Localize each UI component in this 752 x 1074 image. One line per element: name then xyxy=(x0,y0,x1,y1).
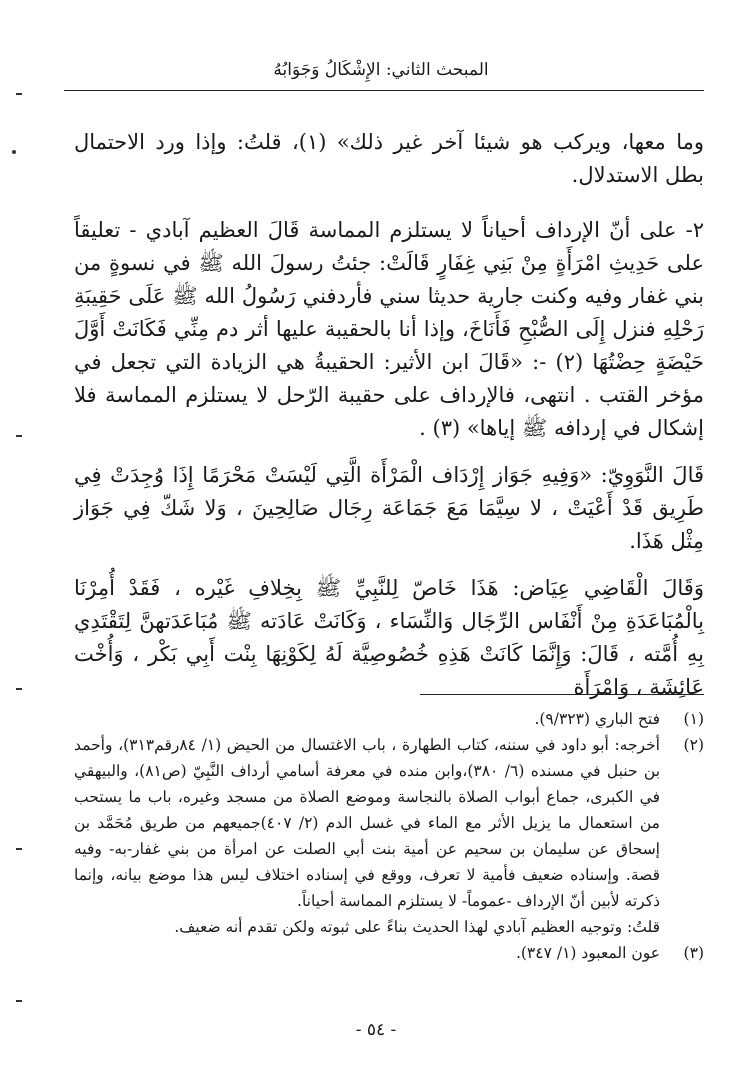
footnotes xyxy=(74,706,704,966)
page-number: - ٥٤ - xyxy=(355,1020,397,1040)
main-text xyxy=(74,126,704,718)
paragraph-3: قَالَ النَّوَوِيّ: «وَفِيهِ جَوَاز إِرْدَاف الْمَرْأَة الَّتِي لَيْسَتْ مَحْرَمًا إِذَا وُجِدَتْ فِي طَرِيق قَدْ أَعْيَتْ ، لا سِيَّمَا مَعَ جَمَاعَة رِجَال صَالِحِينَ ، وَلا شَكّ فِي جَوَاز مِثْل هَذَا. xyxy=(74,463,704,553)
footnote-number: (٣) xyxy=(683,944,704,962)
footnote-3 xyxy=(74,940,704,966)
footnote-1 xyxy=(74,706,704,732)
margin-mark xyxy=(16,848,22,850)
margin-mark xyxy=(16,688,22,690)
margin-mark xyxy=(16,435,22,437)
footnote-text: أخرجه: أبو داود في سننه، كتاب الطهارة ، باب الاغتسال من الحيض (١/ ٨٤رقم٣١٣)، وأحمد بن حنبل في مسنده (٦/ ٣٨٠)،وابن منده في معرفة أسامي أرداف النَّبِيّ (ص٨١)، والبيهقي في الكبرى، جماع أبواب الصلاة بالنجاسة وموضع الصلاة من مسجد وغيره، باب ما يستحب من استعمال ما يزيل الأثر مع الماء في غسل الدم (٢/ ٤٠٧)جميعهم من طريق مُحَمَّد بن إسحاق عن سليمان بن سحيم عن أمية بنت أبي الصلت عن امرأة من بني غفار-به- وفيه قصة. وإسناده ضعيف فأمية لا تعرف، ووقع في إسناده اختلاف ليس هذا موضع بيانه، وإنما ذكرته لأبين أنّ الإرداف -عموماً- لا يستلزم المماسة أحياناً. xyxy=(74,736,661,910)
page-header-title: المبحث الثاني: الإِشْكَالُ وَجَوَابُهُ xyxy=(273,60,489,80)
margin-mark xyxy=(16,1000,22,1002)
margin-mark xyxy=(12,150,16,154)
margin-mark xyxy=(16,93,22,95)
footnote-divider xyxy=(420,694,704,695)
footnote-text: عون المعبود (١/ ٣٤٧). xyxy=(515,944,660,962)
footnote-2-comment xyxy=(74,914,704,940)
paragraph-1: وما معها، ويركب هو شيئا آخر غير ذلك» (١)، قلتُ: وإذا ورد الاحتمال بطل الاستدلال. xyxy=(74,130,704,187)
footnote-number: (١) xyxy=(683,710,704,728)
footnote-text: قلتُ: وتوجيه العظيم آبادي لهذا الحديث بناءً على ثبوته ولكن تقدم أنه ضعيف. xyxy=(174,918,660,936)
footnote-text: فتح الباري (٩/٣٢٣). xyxy=(534,710,660,728)
footnote-2 xyxy=(74,732,704,914)
header-divider xyxy=(64,90,704,91)
footnote-number: (٢) xyxy=(683,736,704,754)
paragraph-2: ٢- على أنّ الإرداف أحياناً لا يستلزم المماسة قَالَ العظيم آبادي - تعليقاً على حَدِيثِ امْرَأَةٍ مِنْ بَنِي غِفَارٍ قَالَتْ: جئتُ رسولَ الله ﷺ في نسوةٍ من بني غفار وفيه وكنت جارية حديثا سني فأردفني رَسُولُ الله ﷺ عَلَى حَقِيبَةِ رَحْلِهِ فنزل إِلَى الصُّبْحِ فَأَنَاخَ، وإذا أنا بالحقيبة عليها أثر دم مِنِّي فَكَانَتْ أَوَّلَ حَيْضَةٍ حِضْتُهَا (٢) -: «قَالَ ابن الأثير: الحقيبةُ هي الزيادة التي تجعل في مؤخر القتب . انتهى، فالإرداف على حقيبة الرّحل لا يستلزم المماسة فلا إشكال في إردافه ﷺ إياها» (٣) . xyxy=(74,218,704,440)
paragraph-4: وَقَالَ الْقَاضِي عِيَاض: هَذَا خَاصّ لِلنَّبِيِّ ﷺ بِخِلافِ غَيْره ، فَقَدْ أُمِرْنَا بِالْمُبَاعَدَةِ مِنْ أَنْفَاس الرِّجَال وَالنِّسَاء ، وَكَانَتْ عَادَته ﷺ مُبَاعَدَتهنَّ لِتَقْتَدِي بِهِ أُمَّته ، قَالَ: وَإِنَّمَا كَانَتْ هَذِهِ خُصُوصِيَّة لَهُ لِكَوْنِهَا بِنْت أَبِي بَكْر ، وَأُخْت عَائِشَة ، وَامْرَأَة xyxy=(74,576,704,699)
